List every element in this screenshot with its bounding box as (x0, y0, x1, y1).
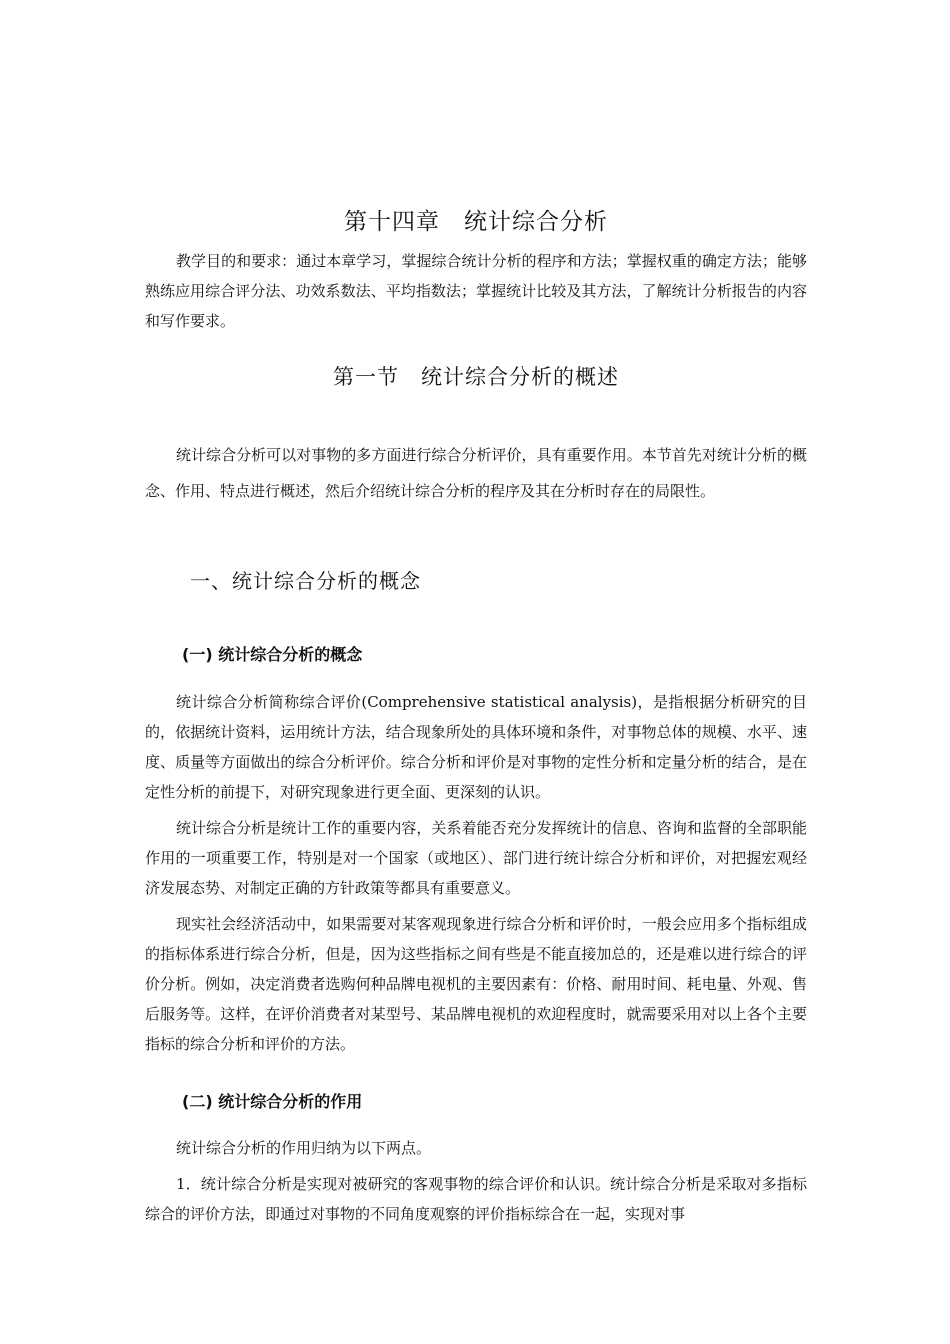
part2-body (145, 1133, 807, 1235)
part2-heading: (二) 统计综合分析的作用 (182, 1092, 363, 1111)
document-page (145, 0, 807, 1344)
section-intro: 统计综合分析可以对事物的多方面进行综合分析评价，具有重要作用。本节首先对统计分析的概念、作用、特点进行概述，然后介绍统计综合分析的程序及其在分析时存在的局限性。 (145, 446, 807, 500)
section-title: 第一节 统计综合分析的概述 (333, 365, 619, 389)
paragraph: 1．统计综合分析是实现对被研究的客观事物的综合评价和认识。统计综合分析是采取对多指标综合的评价方法，即通过对事物的不同角度观察的评价指标综合在一起，实现对事 (145, 1175, 807, 1223)
paragraph: 统计综合分析是统计工作的重要内容，关系着能否充分发挥统计的信息、咨询和监督的全部职能作用的一项重要工作，特别是对一个国家（或地区）、部门进行统计综合分析和评价，对把握宏观经济发展态势、对制定正确的方针政策等都具有重要意义。 (145, 819, 807, 897)
paragraph: 现实社会经济活动中，如果需要对某客观现象进行综合分析和评价时，一般会应用多个指标组成的指标体系进行综合分析，但是，因为这些指标之间有些是不能直接加总的，还是难以进行综合的评价分析。例如，决定消费者选购何种品牌电视机的主要因素有：价格、耐用时间、耗电量、外观、售后服务等。这样，在评价消费者对某型号、某品牌电视机的欢迎程度时，就需要采用对以上各个主要指标的综合分析和评价的方法。 (145, 915, 807, 1053)
paragraph: 统计综合分析的作用归纳为以下两点。 (176, 1139, 432, 1157)
paragraph: 统计综合分析简称综合评价(Comprehensive statistical analysis)，是指根据分析研究的目的，依据统计资料，运用统计方法，结合现象所处的具体环境和条件，对事物总体的规模、水平、速度、质量等方面做出的综合分析评价。综合分析和评价是对事物的定性分析和定量分析的结合，是在定性分析的前提下，对研究现象进行更全面、更深刻的认识。 (145, 693, 807, 801)
subsection-title: 一、统计综合分析的概念 (190, 569, 421, 593)
part1-body (145, 687, 807, 1065)
part1-heading: (一) 统计综合分析的概念 (182, 645, 363, 664)
chapter-title: 第十四章 统计综合分析 (344, 209, 608, 235)
teaching-objectives: 教学目的和要求：通过本章学习，掌握综合统计分析的程序和方法；掌握权重的确定方法；能够熟练应用综合评分法、功效系数法、平均指数法；掌握统计比较及其方法，了解统计分析报告的内容和写作要求。 (145, 252, 807, 330)
